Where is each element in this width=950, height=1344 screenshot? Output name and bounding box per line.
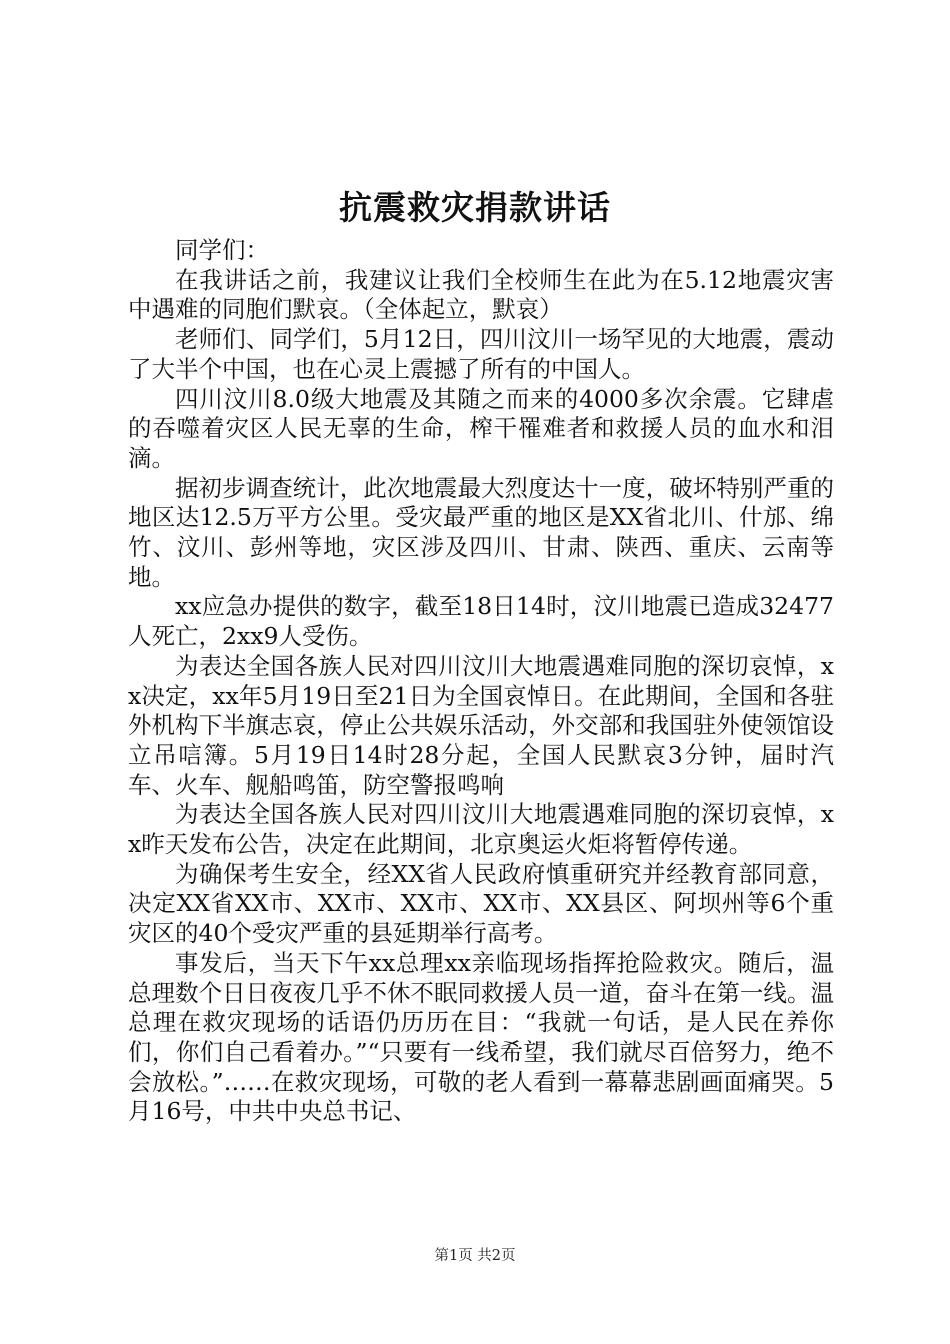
paragraph: 为表达全国各族人民对四川汶川大地震遇难同胞的深切哀悼，xx决定，xx年5月19日至21日为全国哀悼日。在此期间，全国和各驻外机构下半旗志哀，停止公共娱乐活动，外交部和我国驻外使领馆设立吊唁簿。5月19日14时28分起，全国人民默哀3分钟，届时汽车、火车、舰船鸣笛，防空警报鸣响 (128, 651, 834, 799)
paragraph: xx应急办提供的数字，截至18日14时，汶川地震已造成32477人死亡，2xx9人受伤。 (128, 592, 834, 651)
document-title: 抗震救灾捐款讲话 (339, 188, 611, 227)
paragraph: 事发后，当天下午xx总理xx亲临现场指挥抢险救灾。随后，温总理数个日日夜夜几乎不休不眠同救援人员一道，奋斗在第一线。温总理在救灾现场的话语仍历历在目：“我就一句话，是人民在养你们，你们自己看着办。”“只要有一线希望，我们就尽百倍努力，绝不会放松。”……在救灾现场，可敬的老人看到一幕幕悲剧画面痛哭。5月16号，中共中央总书记、 (128, 948, 834, 1126)
page-number-footer: 第1页 共2页 (434, 1248, 516, 1264)
paragraph: 老师们、同学们，5月12日，四川汶川一场罕见的大地震，震动了大半个中国，也在心灵上震撼了所有的中国人。 (128, 325, 834, 383)
paragraph: 在我讲话之前，我建议让我们全校师生在此为在5.12地震灾害中遇难的同胞们默哀。（全体起立，默哀） (128, 265, 834, 324)
paragraph: 为表达全国各族人民对四川汶川大地震遇难同胞的深切哀悼，xx昨天发布公告，决定在此期间，北京奥运火炬将暂停传递。 (128, 800, 834, 859)
paragraph: 据初步调查统计，此次地震最大烈度达十一度，破坏特别严重的地区达12.5万平方公里。受灾最严重的地区是XX省北川、什邡、绵竹、汶川、彭州等地，灾区涉及四川、甘肃、陕西、重庆、云南等地。 (128, 473, 834, 591)
paragraph: 为确保考生安全，经XX省人民政府慎重研究并经教育部同意，决定XX省XX市、XX市、XX市、XX市、XX县区、阿坝州等6个重灾区的40个受灾严重的县延期举行高考。 (128, 859, 834, 948)
paragraph: 四川汶川8.0级大地震及其随之而来的4000多次余震。它肆虐的吞噬着灾区人民无辜的生命，榨干罹难者和救援人员的血水和泪滴。 (128, 384, 834, 472)
document-body (128, 236, 834, 1127)
paragraph-salutation: 同学们： (175, 236, 269, 264)
